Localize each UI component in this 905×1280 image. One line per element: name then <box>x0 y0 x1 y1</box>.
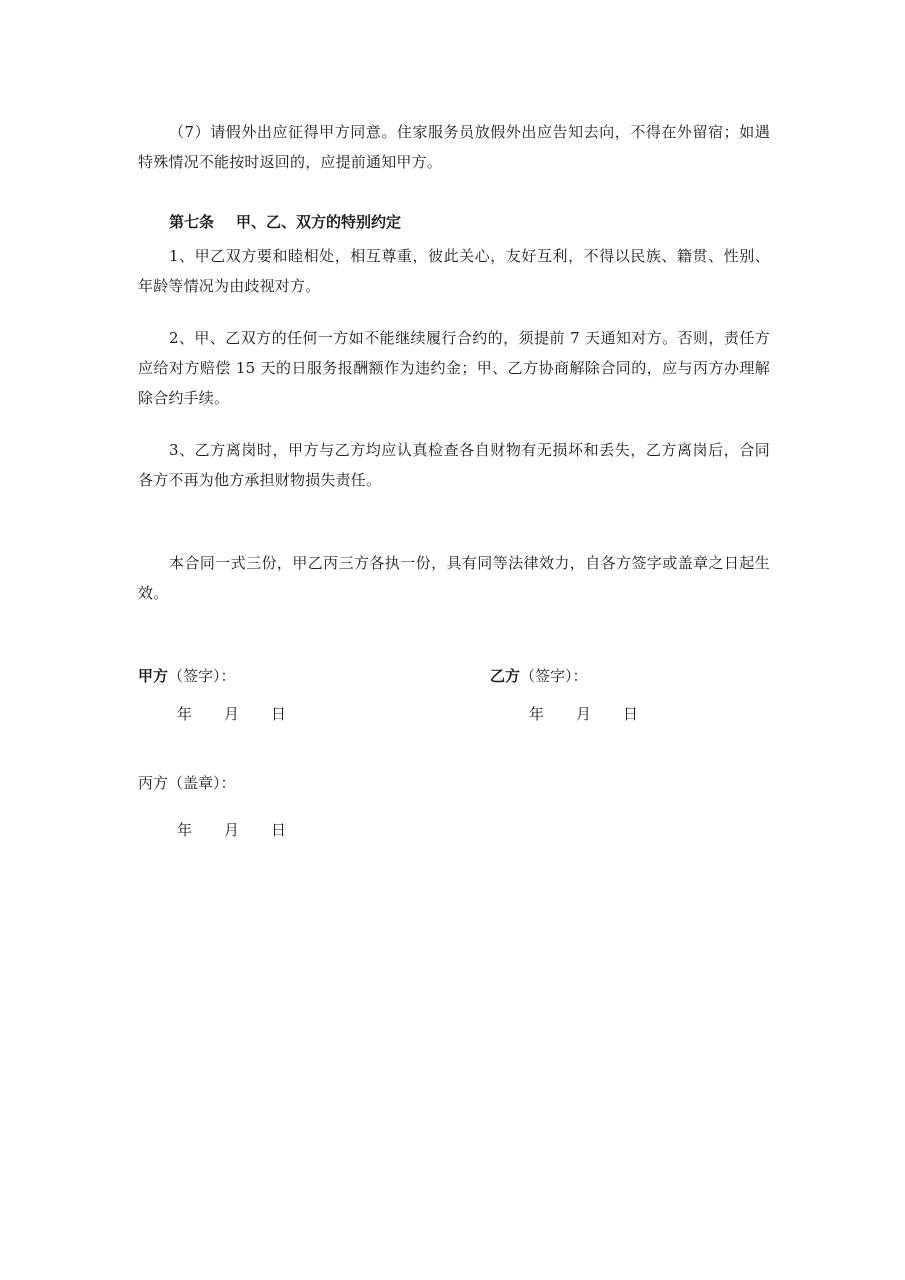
closing-block <box>138 548 770 608</box>
date-day: 日 <box>623 705 639 723</box>
clause-2-text: 2、甲、乙双方的任何一方如不能继续履行合约的，须提前 7 天通知对方。否则，责任方应给对方赔偿 15 天的日服务报酬额作为违约金；甲、乙方协商解除合同的，应与丙方办理解除合约手续。 <box>138 329 770 407</box>
article-7-heading <box>169 207 401 237</box>
clause-2-block <box>138 323 770 413</box>
date-month: 月 <box>576 705 592 723</box>
paragraph-leave-rules <box>138 117 770 177</box>
party-a-signature-label <box>138 661 236 691</box>
clause-3-block <box>138 435 770 495</box>
date-year: 年 <box>177 821 193 839</box>
party-b-signature-label <box>490 661 588 691</box>
party-b-suffix: （签字）： <box>520 667 588 685</box>
clause-3-text: 3、乙方离岗时，甲方与乙方均应认真检查各自财物有无损坏和丢失，乙方离岗后，合同各方不再为他方承担财物损失责任。 <box>138 441 770 489</box>
date-day: 日 <box>271 705 287 723</box>
date-year: 年 <box>177 705 193 723</box>
closing-text: 本合同一式三份，甲乙丙三方各执一份，具有同等法律效力，自各方签字或盖章之日起生效。 <box>138 554 770 602</box>
date-year: 年 <box>529 705 545 723</box>
article-7-title: 甲、乙、双方的特别约定 <box>236 213 402 231</box>
clause-1-block <box>138 241 770 301</box>
party-a-suffix: （签字）： <box>168 667 236 685</box>
party-a-name: 甲方 <box>138 667 169 685</box>
article-7-number: 第七条 <box>169 213 215 231</box>
date-day: 日 <box>271 821 287 839</box>
party-a-date <box>177 699 286 729</box>
date-month: 月 <box>224 821 240 839</box>
date-month: 月 <box>224 705 240 723</box>
clause-1-text: 1、甲乙双方要和睦相处，相互尊重，彼此关心，友好互利，不得以民族、籍贯、性别、年龄等情况为由歧视对方。 <box>138 247 770 295</box>
party-c-date <box>177 815 286 845</box>
para7-text: （7）请假外出应征得甲方同意。住家服务员放假外出应告知去向，不得在外留宿；如遇特殊情况不能按时返回的，应提前通知甲方。 <box>138 123 770 171</box>
party-c-seal-label <box>138 768 236 798</box>
party-b-date <box>529 699 638 729</box>
party-b-name: 乙方 <box>490 667 521 685</box>
party-c-label: 丙方（盖章）： <box>138 774 236 792</box>
